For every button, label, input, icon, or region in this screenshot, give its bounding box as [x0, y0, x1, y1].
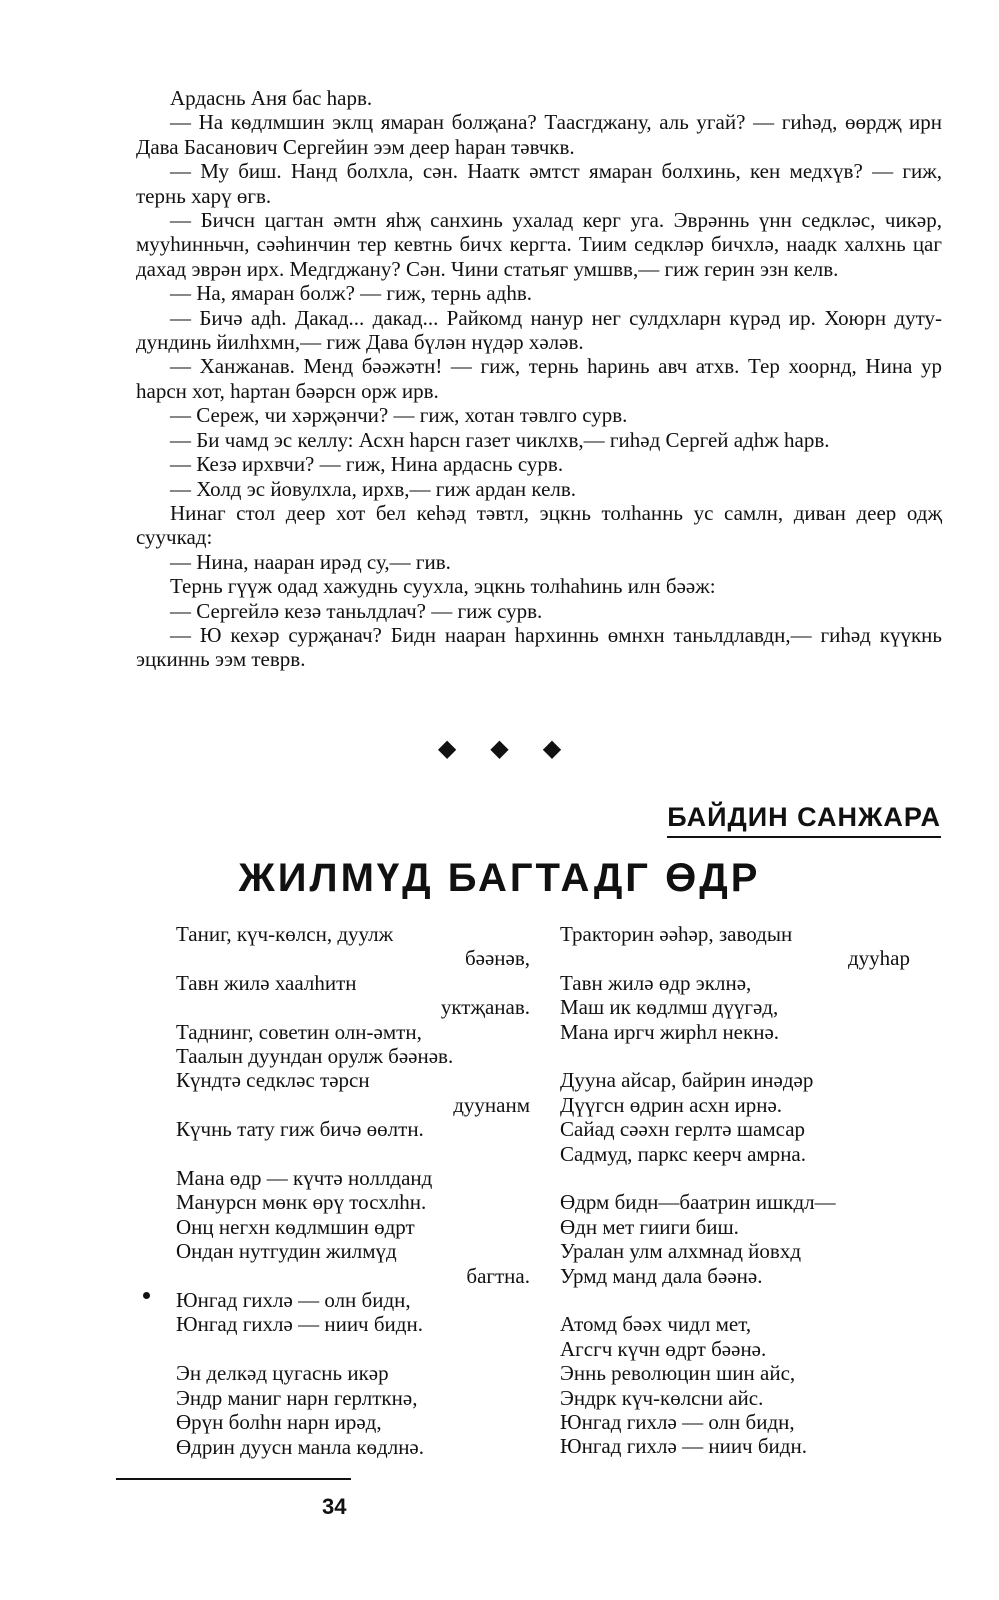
prose-paragraph: — Му биш. Нанд болхла, сән. Наатк әмтст ямаран болхинь, кен медхүв? — гиж, тернь харү өгв. — [136, 159, 942, 208]
poem-line: Юнгад гихлә — олн бидн, — [560, 1410, 795, 1435]
page-number: 34 — [322, 1494, 347, 1519]
poem-line: Өдн мет гииги биш. — [560, 1214, 739, 1239]
prose-paragraph: Тернь гүүж одад хажуднь суухла, эцкнь толһаһинь илн бәәж: — [170, 574, 716, 599]
poem-line: Мана өдр — күчтә ноллданд — [176, 1166, 433, 1191]
poem-line-continuation: бәәнәв, — [464, 946, 530, 971]
section-separator: ◆ ◆ ◆ — [437, 736, 576, 762]
prose-paragraph: — Сергейлә кезә таньлдлач? — гиж сурв. — [170, 598, 543, 623]
prose-paragraph: — На, ямаран болж? — гиж, тернь адһв. — [170, 281, 532, 306]
prose-paragraph: — Бичсн цагтан әмтн яһҗ санхинь ухалад керг уга. Эврәннь үнн седкләс, чикәр, мууһинньчн, сәәһинчин тер кевтнь бичх кергта. Тиим седкләр бичхлә, наадк халхнь цаг дахад эврән ирх. Медгджану? Сән. Чини статьяг умшвв,— гиж герин эзн келв. — [136, 208, 942, 281]
poem-stanza — [176, 1361, 530, 1459]
prose-paragraph: — Нина, нааран ирәд су,— гив. — [170, 549, 451, 574]
poem-stanza — [176, 922, 530, 1142]
prose-paragraph: — Ханжанав. Менд бәәжәтн! — гиж, тернь һаринь авч атхв. Тер хоорнд, Нина ур һарсн хот, һартан бәәрсн орж ирв. — [136, 354, 942, 403]
prose-paragraph: — Холд эс йовулхла, ирхв,— гиж ардан келв. — [170, 476, 577, 501]
poem-line: Эндрк күч-көлсни айс. — [560, 1385, 764, 1410]
prose-paragraph: Нинаг стол деер хот бел кеһәд тәвтл, эцкнь толһаннь ус самлн, диван деер одҗ суучкад: — [136, 500, 942, 550]
poem-line: Таниг, күч-көлсн, дуулж — [176, 922, 394, 946]
prose-paragraph: — Бичә адһ. Дакад... дакад... Райкомд нанур нег сулдхларн күрәд ир. Хоюрн дуту-дундинь йилһхмн,— гиж Дава бүлән нүдәр хәләв. — [136, 305, 942, 355]
poem-line: Тракторин әәһәр, заводын — [560, 922, 793, 946]
footer-rule — [116, 1478, 351, 1480]
poem-line: Эн делкәд цугаснь икәр — [176, 1361, 389, 1386]
prose-paragraph: Ардаснь Аня бас һарв. — [170, 86, 373, 110]
poem-line: Таалын дуундан орулж бәәнәв. — [176, 1044, 454, 1069]
poem-line-continuation: дуунанм — [453, 1092, 530, 1117]
poem-stanza — [560, 1312, 910, 1458]
prose-paragraph: — На кѳдлмшин эклц ямаран болҗана? Таасгджану, аль угай? — гиһәд, өөрдҗ ирн Дава Басанович Сергейин ээм деер һаран тәвчкв. — [136, 110, 942, 159]
poem-line-continuation: багтна. — [466, 1263, 530, 1288]
poem-column-right — [560, 922, 910, 1483]
poem-line: Эннь революцин шин айс, — [560, 1361, 796, 1386]
poem-stanza — [560, 1068, 910, 1166]
poem-line: Тавн жилә хаалһитн — [176, 970, 357, 995]
poem-line: Ондан нутгудин жилмүд — [176, 1239, 397, 1264]
poem-line: Эндр маниг нарн герлткнә, — [176, 1385, 418, 1410]
poem-line: Юнгад гихлә — ниич бидн. — [176, 1312, 423, 1337]
poem-line: Күндтә седкләс тәрсн — [176, 1068, 370, 1093]
poem-stanza — [560, 922, 910, 1044]
poem-line-continuation: уктҗанав. — [440, 995, 530, 1020]
poem-line: Сайад сәәхн герлтә шамсар — [560, 1117, 806, 1142]
poem-line: Дүүгсн өдрин асхн ирнә. — [560, 1092, 783, 1117]
prose-paragraph: — Ю кехәр сурҗанач? Бидн нааран һархиннь өмнхн таньлдлавдн,— гиһәд күүкнь эцкиннь ээм теврв. — [136, 622, 942, 672]
poem-title: ЖИЛМҮД БАГТАДГ ӨДР — [238, 856, 761, 900]
poem-line: Юнгад гихлә — ниич бидн. — [560, 1434, 807, 1459]
prose-paragraph: — Кезә ирхвчи? — гиж, Нина ардаснь сурв. — [170, 452, 564, 477]
poem-line: Өрүн болһн нарн ирәд, — [176, 1410, 382, 1435]
poem-line: Садмуд, паркс кеерч амрна. — [560, 1141, 807, 1166]
poem-line: Юнгад гихлә — олн бидн, — [176, 1288, 411, 1313]
poem-line: Онц негхн кѳдлмшин өдрт — [176, 1214, 415, 1239]
poem-line: Таднинг, советин олн-әмтн, — [176, 1019, 422, 1044]
poem-stanza — [176, 1166, 530, 1337]
poem-author: БАЙДИН САНЖАРА — [667, 802, 941, 838]
poem-line: Күчнь тату гиж бичә өөлтн. — [176, 1117, 424, 1142]
poem-line: Өдрм бидн—баатрин ишкдл— — [560, 1190, 836, 1215]
prose-paragraph: — Сереж, чи хәрҗәнчи? — гиж, хотан тәвлго сурв. — [170, 403, 628, 428]
poem-line: Мана иргч жирһл некнә. — [560, 1019, 780, 1044]
margin-dot — [143, 1292, 150, 1299]
poem-line: Манурсн мөнк өрү тосхлһн. — [176, 1190, 427, 1215]
poem-line: Уралан улм алхмнад йовхд — [560, 1239, 802, 1264]
prose-paragraph: — Би чамд эс келлу: Асхн һарсн газет чиклхв,— гиһәд Сергей адһж һарв. — [170, 427, 830, 452]
poem-stanza — [560, 1190, 910, 1288]
poem-line: Атомд бәәх чидл мет, — [560, 1312, 752, 1337]
poem-line: Маш ик кѳдлмш дүүгәд, — [560, 995, 779, 1020]
prose-text — [136, 86, 942, 672]
poem-line-continuation: дууһар — [847, 946, 910, 971]
poem-line: Тавн жилә өдр эклнә, — [560, 970, 752, 995]
poem-line: Дууна айсар, байрин инәдәр — [560, 1068, 814, 1093]
poem-line: Урмд манд дала бәәнә. — [560, 1263, 763, 1288]
poem-line: Агсгч күчн өдрт бәәнә. — [560, 1336, 767, 1361]
poem-column-left — [176, 922, 530, 1483]
poem-line: Өдрин дуусн манла кѳдлнә. — [176, 1434, 425, 1459]
